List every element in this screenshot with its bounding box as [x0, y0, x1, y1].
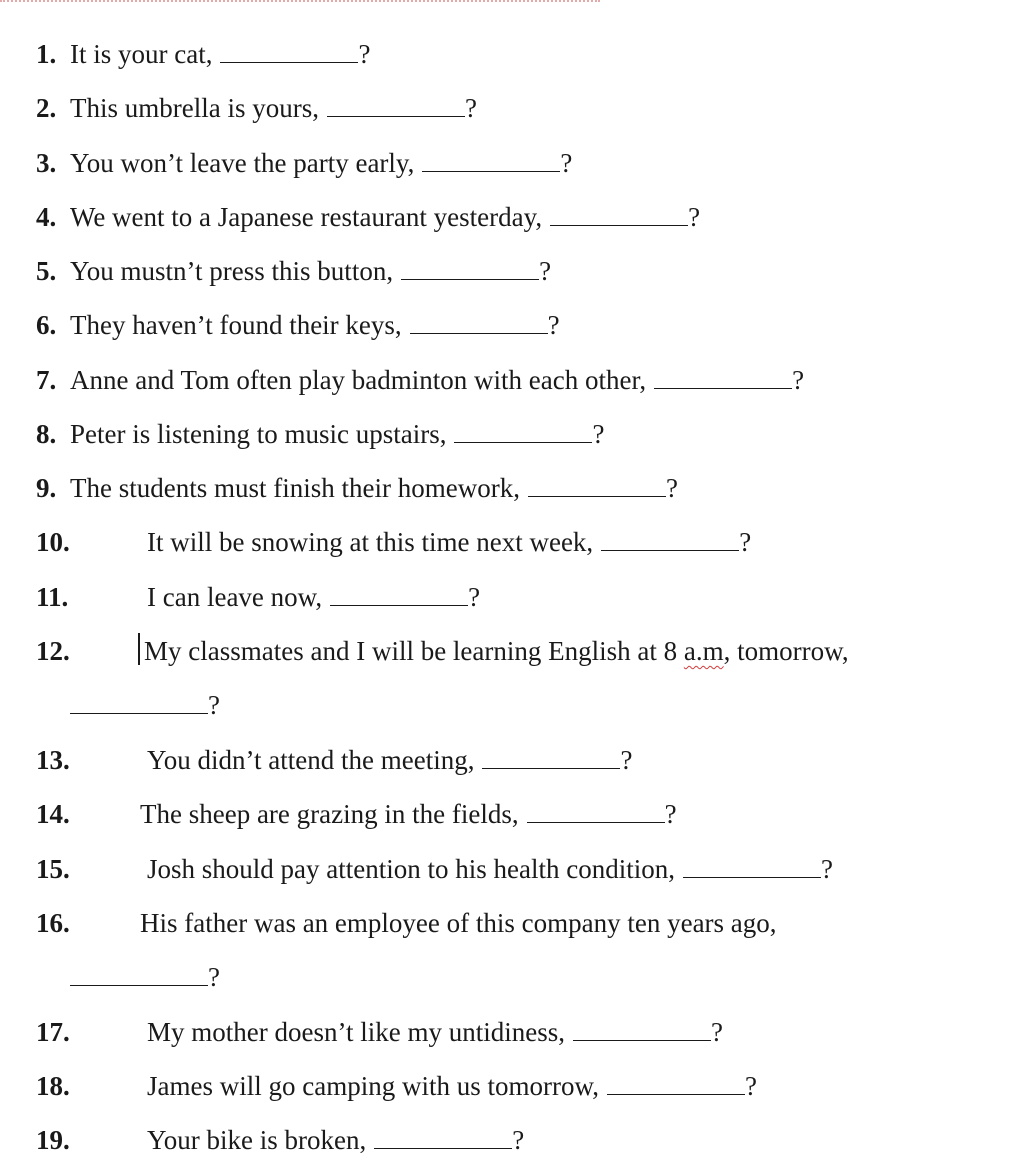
answer-blank[interactable] [454, 441, 592, 443]
answer-blank[interactable] [220, 61, 358, 63]
question-mark: ? [620, 745, 633, 775]
answer-blank[interactable] [683, 876, 821, 878]
question-number: 2. [36, 93, 57, 123]
question-number: 13. [36, 745, 70, 775]
question-number: 8. [36, 419, 57, 449]
answer-blank[interactable] [410, 332, 548, 334]
question-text: Josh should pay attention to his health condition, [147, 854, 675, 884]
question-text: It is your cat, [70, 39, 213, 69]
answer-blank[interactable] [527, 821, 665, 823]
answer-blank[interactable] [374, 1147, 512, 1149]
question-mark: ? [820, 854, 833, 884]
question-text: The sheep are grazing in the fields, [140, 799, 519, 829]
question-text: It will be snowing at this time next week, [147, 527, 594, 557]
question-text: They haven’t found their keys, [70, 310, 402, 340]
answer-blank[interactable] [327, 115, 465, 117]
header-dotted-rule [0, 0, 600, 4]
question-number: 15. [36, 854, 70, 884]
question-number: 18. [36, 1071, 70, 1101]
answer-blank[interactable] [330, 604, 468, 606]
question-mark: ? [792, 365, 805, 395]
question-mark: ? [688, 202, 701, 232]
question-number: 1. [36, 39, 57, 69]
question-text: His father was an employee of this company ten years ago, [140, 908, 777, 938]
answer-blank[interactable] [422, 170, 560, 172]
answer-blank[interactable] [654, 387, 792, 389]
answer-blank[interactable] [607, 1093, 745, 1095]
answer-blank[interactable] [401, 278, 539, 280]
question-mark: ? [664, 799, 677, 829]
question-mark: ? [464, 93, 477, 123]
question-mark: ? [739, 527, 752, 557]
question-text: My mother doesn’t like my untidiness, [147, 1017, 565, 1047]
question-mark: ? [358, 39, 371, 69]
question-mark: ? [512, 1125, 525, 1155]
question-mark: ? [592, 419, 605, 449]
question-text: This umbrella is yours, [70, 93, 319, 123]
answer-blank[interactable] [70, 712, 208, 714]
question-number: 12. [36, 636, 70, 666]
question-number: 17. [36, 1017, 70, 1047]
question-number: 16. [36, 908, 70, 938]
question-mark: ? [547, 310, 560, 340]
question-number: 4. [36, 202, 57, 232]
question-mark: ? [539, 256, 552, 286]
question-mark: ? [665, 473, 678, 503]
question-number: 7. [36, 365, 57, 395]
answer-blank[interactable] [528, 495, 666, 497]
question-number: 6. [36, 310, 57, 340]
question-mark: ? [208, 690, 220, 720]
question-text: We went to a Japanese restaurant yesterday, [70, 202, 543, 232]
question-text: Anne and Tom often play badminton with each other, [70, 365, 647, 395]
question-mark: ? [468, 582, 481, 612]
question-text-part: , tomorrow, [723, 636, 849, 666]
answer-blank[interactable] [482, 767, 620, 769]
question-number: 11. [36, 582, 69, 612]
question-text: Peter is listening to music upstairs, [70, 419, 447, 449]
question-mark: ? [744, 1071, 757, 1101]
question-text: Your bike is broken, [147, 1125, 367, 1155]
spellcheck-word: a.m [683, 636, 724, 666]
answer-blank[interactable] [70, 984, 208, 986]
question-text-part: My classmates and I will be learning English at 8 [144, 636, 684, 666]
question-number: 9. [36, 473, 57, 503]
question-number: 5. [36, 256, 57, 286]
question-text: You didn’t attend the meeting, [147, 745, 475, 775]
question-mark: ? [710, 1017, 723, 1047]
question-text: You won’t leave the party early, [70, 148, 415, 178]
answer-blank[interactable] [573, 1039, 711, 1041]
question-text: James will go camping with us tomorrow, [147, 1071, 599, 1101]
question-number: 10. [36, 527, 70, 557]
question-text: I can leave now, [147, 582, 323, 612]
question-number: 3. [36, 148, 57, 178]
question-mark: ? [560, 148, 573, 178]
text-cursor [138, 633, 140, 665]
question-number: 19. [36, 1125, 70, 1155]
answer-blank[interactable] [550, 224, 688, 226]
question-number: 14. [36, 799, 70, 829]
question-text: You mustn’t press this button, [70, 256, 394, 286]
question-text: The students must finish their homework, [70, 473, 520, 503]
answer-blank[interactable] [601, 549, 739, 551]
question-mark: ? [208, 962, 220, 992]
